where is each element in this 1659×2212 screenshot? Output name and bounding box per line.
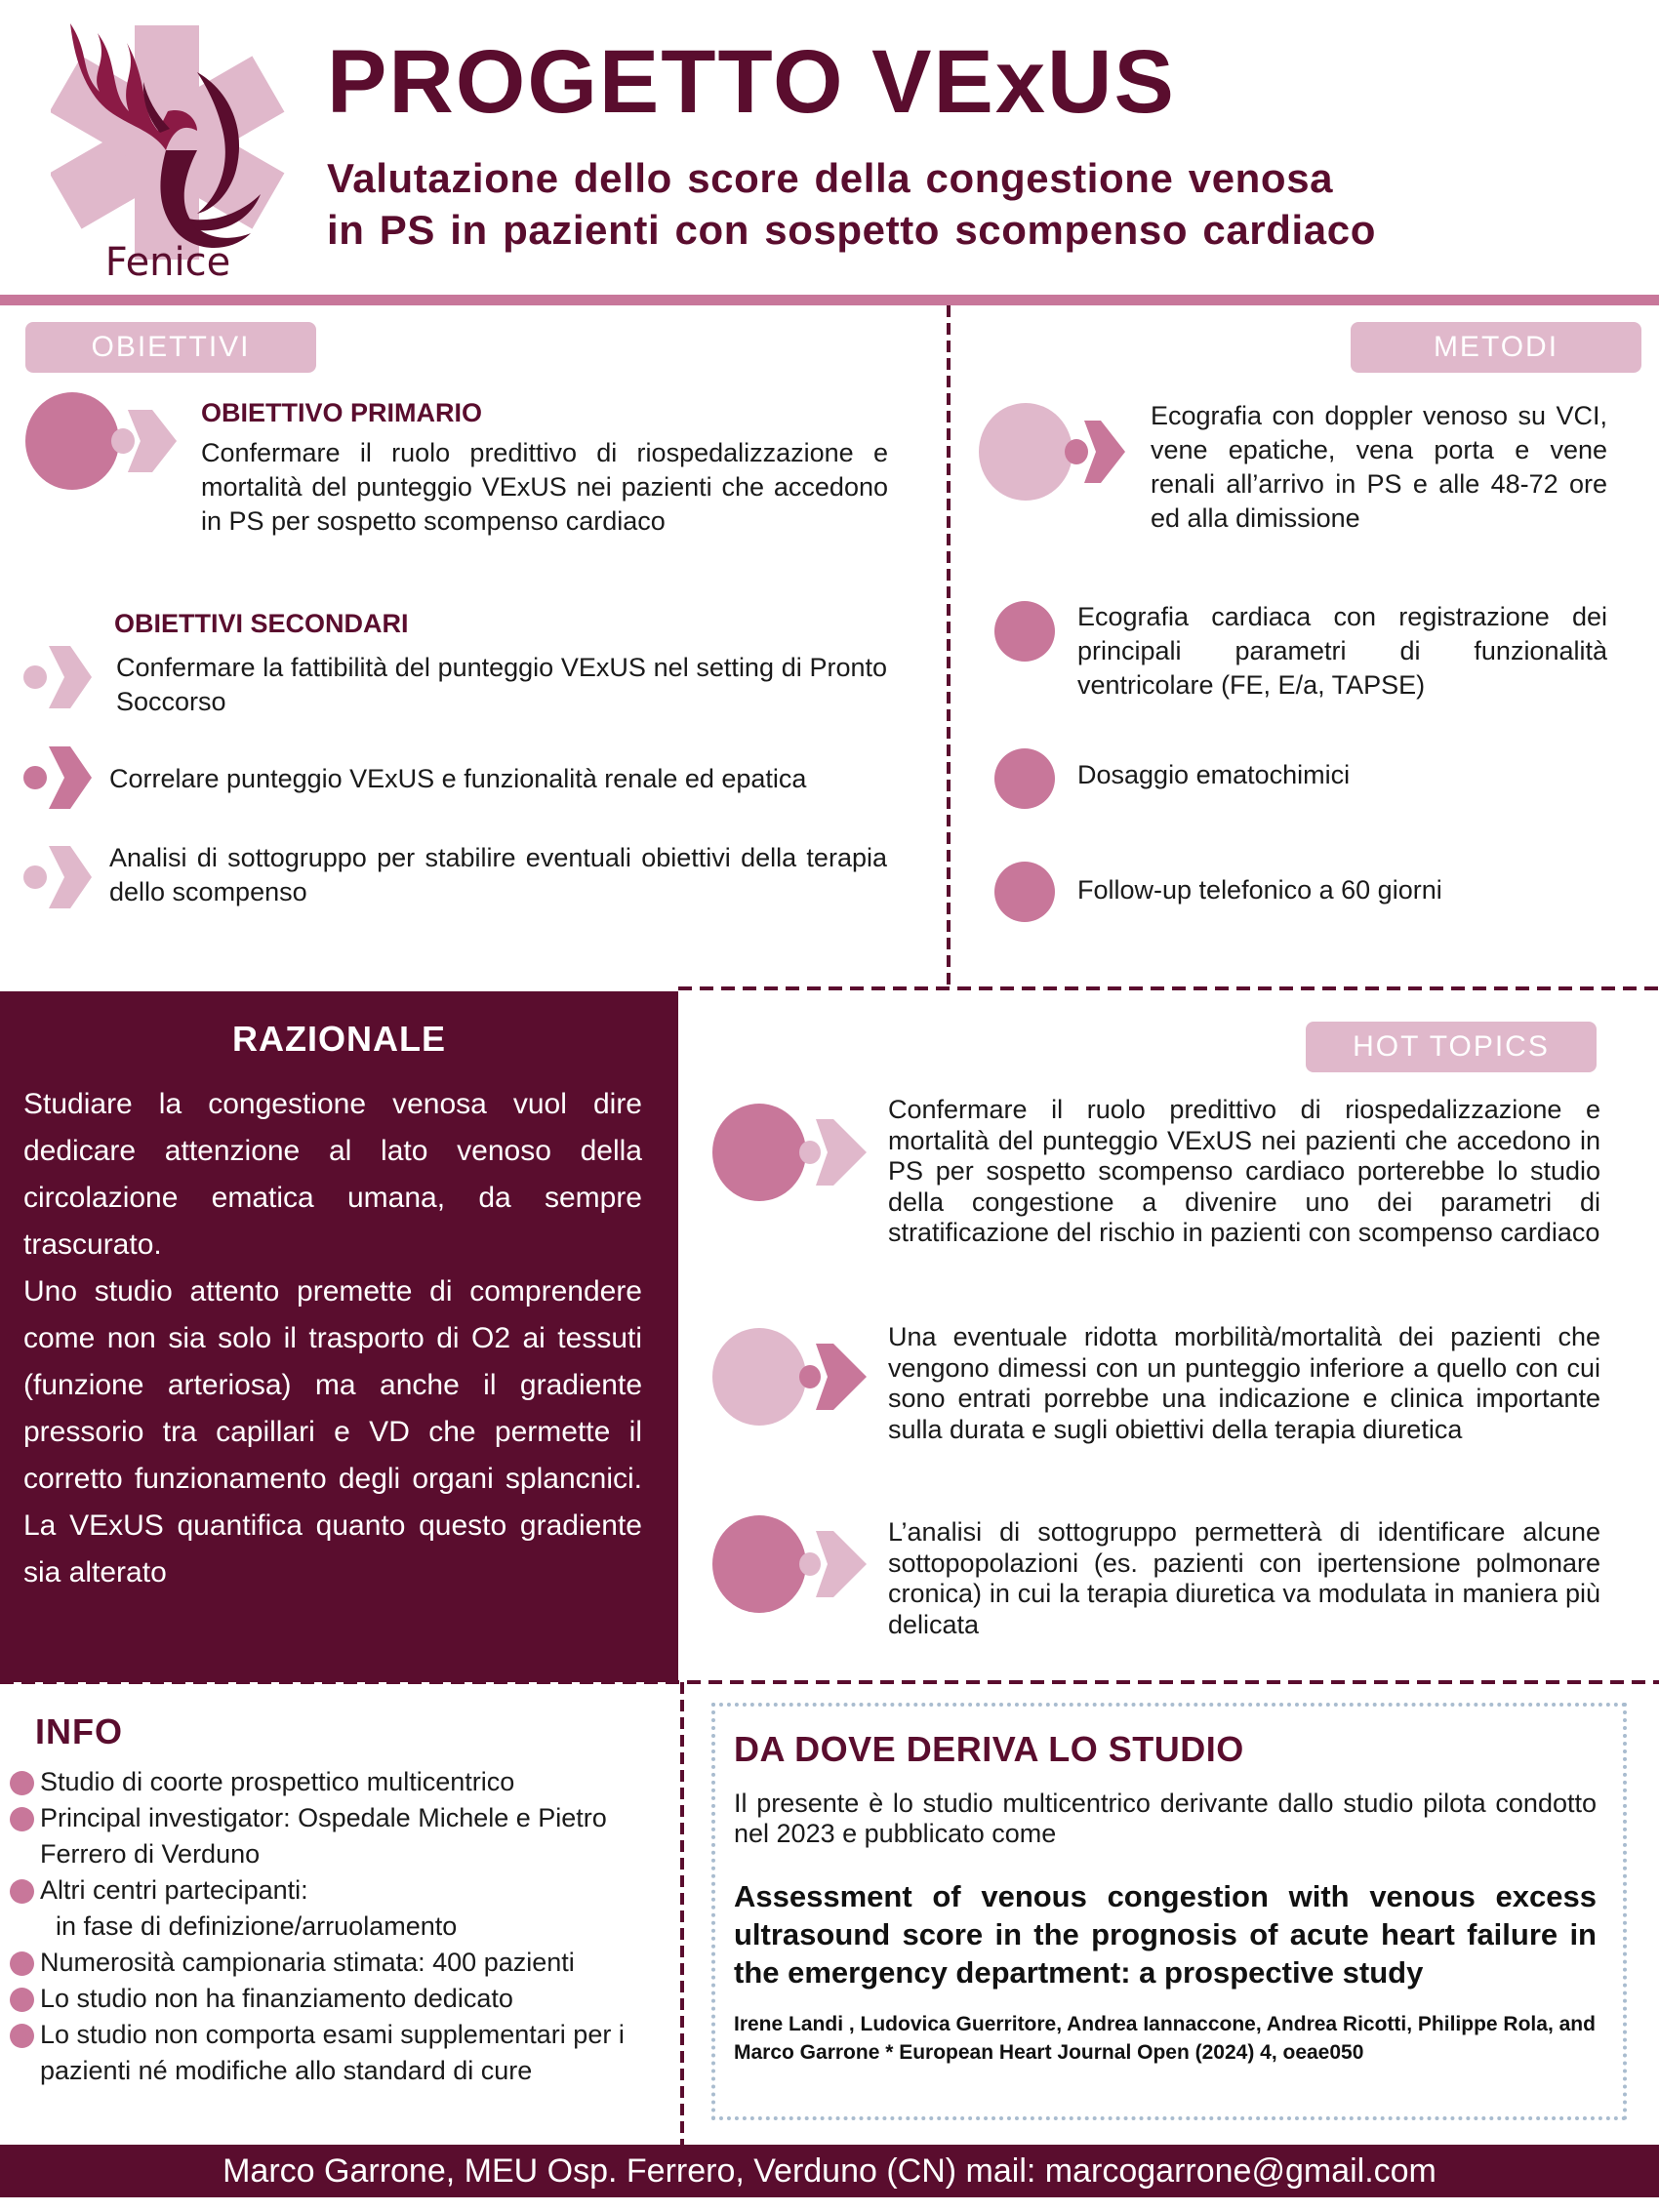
hot-topics-label: HOT TOPICS (1306, 1022, 1597, 1072)
info-list (10, 1764, 654, 2089)
info-item: Numerosità campionaria stimata: 400 pazienti (10, 1945, 654, 1981)
hot-topic-icon-3 (712, 1515, 869, 1613)
hot-topic-2: Una eventuale ridotta morbilità/mortalità dei pazienti che vengono dimessi con un punteggio inferiore a quello con cui sono entrati porrebbe una indicazione e clinica importante sulla durata e sugli obiettivi della terapia diuretica (888, 1322, 1600, 1444)
hot-topic-icon-2 (712, 1328, 869, 1426)
vertical-divider-top (947, 305, 951, 988)
metodi-label: METODI (1351, 322, 1641, 373)
metodi-item-icon-4 (994, 862, 1055, 922)
hot-topic-1: Confermare il ruolo predittivo di riospedalizzazione e mortalità del punteggio VExUS nei pazienti che accedono in PS per sospetto scompenso cardiaco porterebbe lo studio della congestione a divenire uno dei parametri di stratificazione del rischio in pazienti con scompenso cardiaco (888, 1095, 1600, 1247)
bullet-icon (10, 1951, 34, 1976)
footer-contact: Marco Garrone, MEU Osp. Ferrero, Verduno (CN) mail: marcogarrone@gmail.com (0, 2145, 1659, 2197)
primary-objective-heading: OBIETTIVO PRIMARIO (201, 398, 483, 427)
metodi-item-icon-1 (979, 403, 1135, 501)
secondary-item-1: Confermare la fattibilità del punteggio VExUS nel setting di Pronto Soccorso (116, 653, 887, 716)
bullet-icon (10, 1771, 34, 1795)
vertical-divider-bottom (680, 1682, 684, 2145)
horizontal-divider-middle (678, 986, 1659, 990)
secondary-objectives-heading: OBIETTIVI SECONDARI (114, 609, 409, 638)
subtitle-line-2: in PS in pazienti con sospetto scompenso cardiaco (327, 207, 1376, 253)
phoenix-star-of-life-icon (51, 14, 285, 285)
logo-text: Fenice (104, 240, 231, 285)
metodi-item-3: Dosaggio ematochimici (1077, 760, 1351, 789)
page-subtitle (327, 152, 1376, 256)
info-item: Lo studio non comporta esami supplementari per i pazienti né modifiche allo standard di cure (10, 2017, 654, 2089)
info-item: Altri centri partecipanti: in fase di definizione/arruolamento (10, 1872, 654, 1945)
info-title: INFO (35, 1711, 123, 1751)
info-item: Lo studio non ha finanziamento dedicato (10, 1981, 654, 2017)
header-divider (0, 295, 1659, 305)
info-item: Principal investigator: Ospedale Michele e Pietro Ferrero di Verduno (10, 1800, 654, 1872)
metodi-item-4: Follow-up telefonico a 60 giorni (1077, 875, 1442, 905)
da-dove-title: DA DOVE DERIVA LO STUDIO (734, 1729, 1244, 1769)
paper-citation: Irene Landi , Ludovica Guerritore, Andrea Iannaccone, Andrea Ricotti, Philippe Rola, and Marco Garrone * European Heart Journal Open (2024) 4, oeae050 (734, 2013, 1596, 2064)
info-item-subtext: in fase di definizione/arruolamento (56, 1911, 458, 1941)
bullet-icon (10, 1988, 34, 2012)
hot-topic-icon-1 (712, 1104, 869, 1201)
subtitle-line-1: Valutazione dello score della congestione venosa (327, 155, 1334, 201)
fenice-logo (51, 14, 285, 285)
razionale-paragraph-2: Uno studio attento premette di comprendere come non sia solo il trasporto di O2 ai tessuti (funzione arteriosa) ma anche il gradiente pressorio tra capillari e VD che permette il corretto funzionamento degli organi splancnici. La VExUS quantifica quanto questo gradiente sia alterato (23, 1275, 642, 1589)
bullet-icon (10, 1807, 34, 1831)
secondary-item-icon-3 (21, 846, 95, 908)
secondary-item-3: Analisi di sottogruppo per stabilire eventuali obiettivi della terapia dello scompenso (109, 843, 887, 906)
da-dove-intro: Il presente è lo studio multicentrico derivante dallo studio pilota condotto nel 2023 e pubblicato come (734, 1789, 1597, 1848)
metodi-item-1: Ecografia con doppler venoso su VCI, vene epatiche, vena porta e vene renali all’arrivo in PS e alle 48-72 ore ed alla dimissione (1151, 401, 1607, 533)
metodi-item-icon-2 (994, 601, 1055, 662)
primary-objective-icon (25, 392, 182, 490)
info-item: Studio di coorte prospettico multicentrico (10, 1764, 654, 1800)
hot-topic-3: L’analisi di sottogruppo permetterà di identificare alcune sottopopolazioni (es. pazienti con ipertensione polmonare cronica) in cui la terapia diuretica va modulata in maniera più delicata (888, 1517, 1600, 1639)
razionale-paragraph-1: Studiare la congestione venosa vuol dire dedicare attenzione al lato venoso della circolazione ematica umana, da sempre trascurato. (23, 1088, 642, 1261)
metodi-item-2: Ecografia cardiaca con registrazione dei principali parametri di funzionalità ventricolare (FE, E/a, TAPSE) (1077, 602, 1607, 700)
page-title: PROGETTO VExUS (327, 32, 1176, 132)
secondary-item-icon-1 (21, 646, 95, 708)
obiettivi-label: OBIETTIVI (25, 322, 316, 373)
paper-title: Assessment of venous congestion with venous excess ultrasound score in the prognosis of acute heart failure in the emergency department: a prospective study (734, 1879, 1597, 1990)
primary-objective-text: Confermare il ruolo predittivo di riospedalizzazione e mortalità del punteggio VExUS nei pazienti che accedono in PS per sospetto scompenso cardiaco (201, 438, 888, 536)
bullet-icon (10, 2024, 34, 2048)
bullet-icon (10, 1879, 34, 1904)
razionale-title: RAZIONALE (232, 1019, 446, 1059)
secondary-item-2: Correlare punteggio VExUS e funzionalità renale ed epatica (109, 764, 807, 793)
metodi-item-icon-3 (994, 748, 1055, 809)
razionale-text (23, 1081, 642, 1596)
secondary-item-icon-2 (21, 746, 95, 809)
